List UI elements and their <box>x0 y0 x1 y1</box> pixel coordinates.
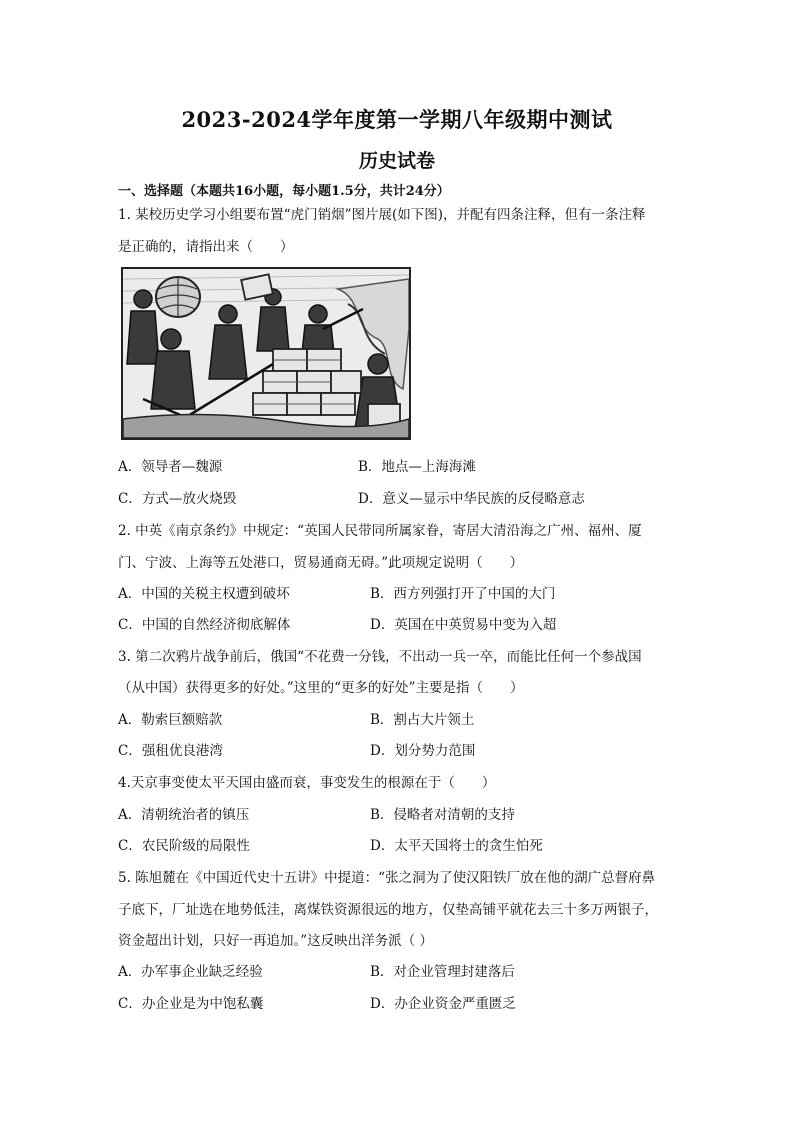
question-5-option-c: C．办企业是为中饱私囊 <box>118 996 264 1012</box>
question-4-stem-line-1: 4.天京事变使太平天国由盛而衰，事变发生的根源在于（ ） <box>118 775 496 791</box>
question-1-stem-line-2: 是正确的，请指出来（ ） <box>118 239 294 255</box>
question-2-stem-line-2: 门、宁波、上海等五处港口，贸易通商无碍。”此项规定说明（ ） <box>118 555 524 571</box>
question-2-option-d: D．英国在中英贸易中变为入超 <box>370 617 557 633</box>
question-3-option-c: C．强租优良港湾 <box>118 743 223 759</box>
question-2-option-a: A．中国的关税主权遭到破坏 <box>118 586 290 602</box>
question-5-stem-line-1: 5. 陈旭麓在《中国近代史十五讲》中提道：“张之洞为了使汉阳铁厂放在他的湖广总督府鼻 <box>118 870 656 886</box>
question-5-option-b: B．对企业管理封建落后 <box>370 964 515 980</box>
question-5-option-d: D．办企业资金严重匮乏 <box>370 996 516 1012</box>
question-3-option-d: D．划分势力范围 <box>370 743 476 759</box>
question-4-option-c: C．农民阶级的局限性 <box>118 838 250 854</box>
question-3-option-a: A．勒索巨额赔款 <box>118 712 223 728</box>
question-3-option-b: B．割占大片领土 <box>370 712 475 728</box>
section-heading: 一、选择题（本题共16小题，每小题1.5分，共计24分） <box>118 184 450 199</box>
exam-title: 2023-2024学年度第一学期八年级期中测试 <box>181 107 613 132</box>
question-1-stem-line-1: 1. 某校历史学习小组要布置“虎门销烟”图片展(如下图)，并配有四条注释，但有一条注释 <box>118 207 646 223</box>
question-1-option-a: A．领导者—魏源 <box>118 459 223 475</box>
question-5-stem-line-3: 资金超出计划，只好一再追加。”这反映出洋务派（ ） <box>118 933 433 949</box>
question-1-option-d: D．意义—显示中华民族的反侵略意志 <box>358 491 585 507</box>
question-2-option-c: C．中国的自然经济彻底解体 <box>118 617 291 633</box>
question-4-option-b: B．侵略者对清朝的支持 <box>370 807 515 823</box>
question-2-stem-line-1: 2. 中英《南京条约》中规定：“英国人民带同所属家眷，寄居大清沿海之广州、福州、厦 <box>118 523 642 539</box>
question-1-option-c: C．方式—放火烧毁 <box>118 491 237 507</box>
humen-opium-destruction-illustration <box>121 267 411 440</box>
question-5-stem-line-2: 子底下，厂址选在地势低洼，离煤铁资源很远的地方，仅垫高铺平就花去三十多万两银子， <box>118 902 658 918</box>
exam-subtitle: 历史试卷 <box>358 150 435 172</box>
question-4-option-a: A．清朝统治者的镇压 <box>118 807 250 823</box>
question-4-option-d: D．太平天国将士的贪生怕死 <box>370 838 543 854</box>
question-2-option-b: B．西方列强打开了中国的大门 <box>370 586 556 602</box>
question-5-option-a: A．办军事企业缺乏经验 <box>118 964 263 980</box>
question-3-stem-line-2: （从中国）获得更多的好处。”这里的“更多的好处”主要是指（ ） <box>118 680 524 696</box>
question-3-stem-line-1: 3. 第二次鸦片战争前后，俄国“不花费一分钱，不出动一兵一卒，而能比任何一个参战国 <box>118 649 642 665</box>
question-1-option-b: B．地点—上海海滩 <box>358 459 476 475</box>
